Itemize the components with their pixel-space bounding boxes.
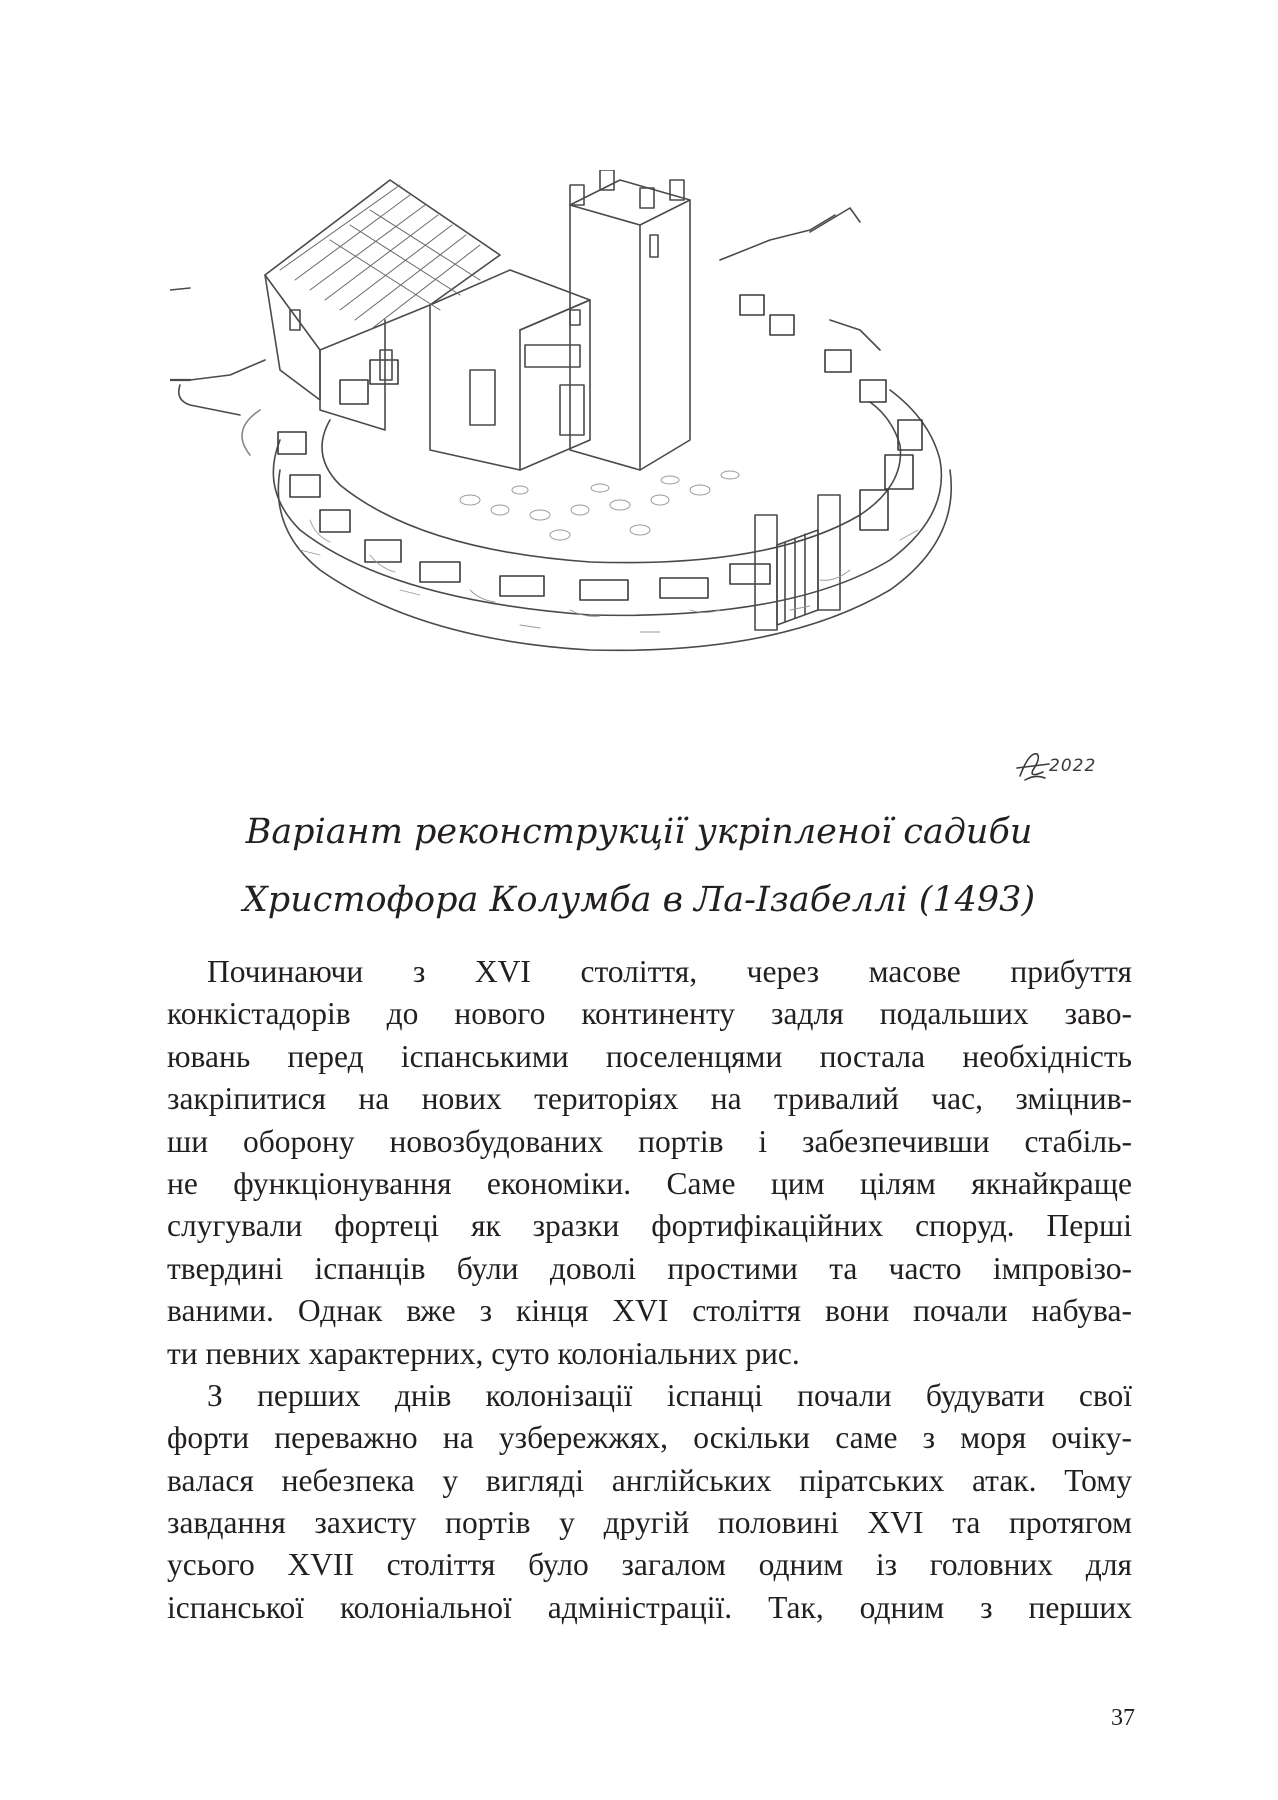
manor-sketch-icon [170,170,1130,790]
body-text [167,951,1132,1629]
text-line: іспанської колоніальної адміністрації. Так, одним з перших [167,1589,1132,1625]
text-line: ювань перед іспанськими поселенцями постала необхідність [167,1038,1132,1074]
text-line: ти певних характерних, суто колоніальних рис. [167,1335,800,1371]
text-line: конкістадорів до нового континенту задля подальших заво- [167,996,1132,1032]
signature-year: 2022 [1049,756,1097,776]
text-line: усього XVII століття було загалом одним із головних для [167,1547,1132,1583]
text-line: ши оборону новозбудованих портів і забезпечивши стабіль- [167,1123,1132,1159]
text-line: не функціонування економіки. Саме цим цілям якнайкраще [167,1165,1132,1201]
text-line: ваними. Однак вже з кінця XVI століття вони почали набува- [167,1293,1132,1329]
text-line: З перших днів колонізації іспанці почали будувати свої [207,1377,1132,1413]
text-line: завдання захисту портів у другій половині XVI та протягом [167,1505,1132,1541]
text-line: Починаючи з XVI століття, через масове прибуття [207,954,1132,989]
text-line: валася небезпека у вигляді англійських піратських атак. Тому [167,1462,1132,1498]
text-line: твердині іспанців були доволі простими та часто імпровізо- [167,1250,1132,1286]
fortified-manor-illustration [170,170,1130,790]
paragraph-1 [167,951,1132,1375]
paragraph-2 [167,1375,1132,1629]
figure-caption [200,798,1078,934]
caption-line-1: Варіант реконструкції укріпленої садиби [245,812,1033,852]
text-line: слугували фортеці як зразки фортифікаційних споруд. Перші [167,1208,1132,1244]
text-line: закріпитися на нових територіях на тривалий час, зміцнив- [167,1081,1132,1117]
caption-line-2: Христофора Колумба в Ла-Ізабеллі (1493) [242,880,1036,920]
artist-signature [1015,748,1135,788]
page-number: 37 [1111,1705,1135,1731]
text-line: форти переважно на узбережжях, оскільки саме з моря очіку- [167,1420,1132,1456]
